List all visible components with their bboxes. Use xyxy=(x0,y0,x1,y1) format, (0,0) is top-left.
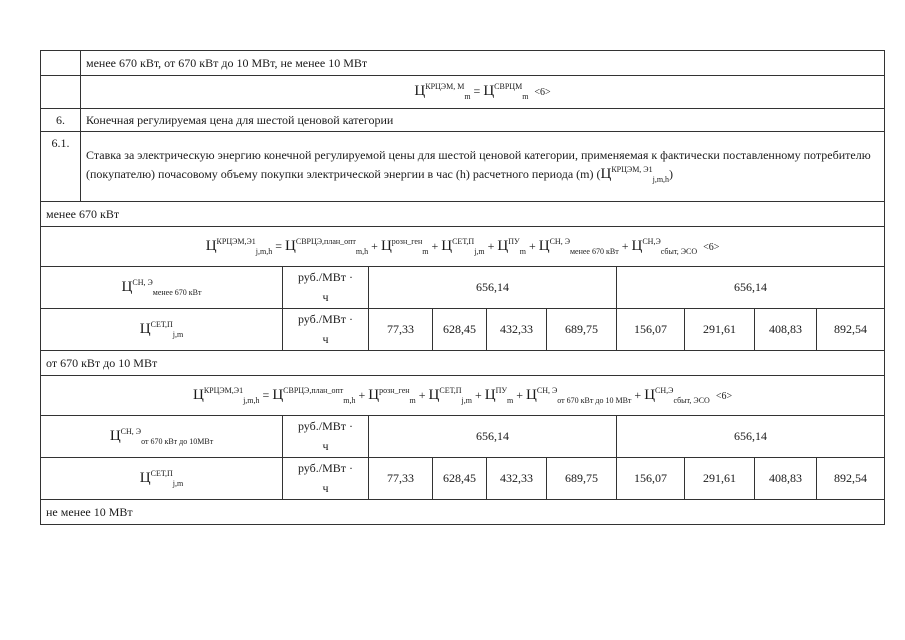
formula-plus: + xyxy=(358,387,366,402)
unit-line-2: ч xyxy=(322,289,329,304)
unit-line-1: руб./МВт · xyxy=(297,312,354,327)
section-title: не менее 10 МВт xyxy=(41,500,885,525)
unit-line-1: руб./МВт · xyxy=(297,270,354,285)
formula-plus: + xyxy=(621,238,629,253)
formula-sup: КРЦЭМ, М xyxy=(425,82,465,91)
rate-symbol-cell xyxy=(41,458,283,500)
formula-symbol: Ц xyxy=(205,237,217,254)
formula-sub: m,h xyxy=(355,246,369,256)
unit-line-1: руб./МВт · xyxy=(297,461,354,476)
formula-sup: СН,Э xyxy=(655,385,674,395)
paren-open: ( xyxy=(596,167,601,182)
value-cell: 656,14 xyxy=(369,416,617,458)
formula-sup: СЕТ,П xyxy=(150,468,173,478)
formula-sub: m,h xyxy=(343,395,356,405)
formula-sup: КРЦЭМ,Э1 xyxy=(216,236,256,246)
value-cell: 408,83 xyxy=(755,309,817,351)
value-cell: 689,75 xyxy=(547,458,617,500)
unit-cell xyxy=(283,458,369,500)
formula-sub: j,m,h xyxy=(243,395,260,405)
value-cell: 432,33 xyxy=(487,458,547,500)
formula-sup: СН, Э xyxy=(132,277,153,287)
formula-sub: j,m xyxy=(461,395,472,405)
row-set-rate xyxy=(41,458,885,500)
formula-sup: ПУ xyxy=(495,385,508,395)
formula-symbol: Ц xyxy=(368,386,380,403)
rate-symbol-cell xyxy=(41,416,283,458)
formula-symbol: Ц xyxy=(380,237,392,254)
value-cell: 291,61 xyxy=(685,309,755,351)
formula-sup: розн_ген xyxy=(379,385,410,395)
formula-symbol: Ц xyxy=(121,278,133,295)
unit-line-2: ч xyxy=(322,331,329,346)
unit-cell xyxy=(283,309,369,351)
value-cell: 408,83 xyxy=(755,458,817,500)
formula-symbol: Ц xyxy=(631,237,643,254)
formula-symbol: Ц xyxy=(483,83,495,99)
formula-sup: СЕТ,П xyxy=(439,385,462,395)
formula-sub: j,m xyxy=(474,246,485,256)
formula-sub: от 670 кВт до 10 МВт xyxy=(557,395,632,405)
formula-symbol: Ц xyxy=(538,237,550,254)
footnote-ref: <6> xyxy=(534,87,551,98)
formula-sup: СВРЦМ xyxy=(494,82,523,91)
row-section-formula xyxy=(41,227,885,267)
section-title: от 670 кВт до 10 МВт xyxy=(41,351,885,376)
value-cell: 689,75 xyxy=(547,309,617,351)
formula-sub: от 670 кВт до 10МВт xyxy=(141,436,214,446)
formula-symbol: Ц xyxy=(497,237,509,254)
formula-symbol: Ц xyxy=(139,469,151,486)
formula-sub: сбыт, ЭСО xyxy=(660,246,698,256)
section-heading xyxy=(41,202,885,227)
row-set-rate xyxy=(41,309,885,351)
value-cell: 892,54 xyxy=(817,309,885,351)
paren-close: ) xyxy=(669,167,674,182)
formula-sub: m xyxy=(464,92,471,101)
row-formula-m xyxy=(41,76,885,109)
formula-sup: СН,Э xyxy=(642,236,661,246)
formula-sup: СВРЦЭ,план_опт xyxy=(283,385,344,395)
value-cell: 156,07 xyxy=(617,309,685,351)
num-cell-empty xyxy=(41,76,81,109)
formula-sub: m xyxy=(422,246,429,256)
row-item-6 xyxy=(41,109,885,132)
formula-sup: КРЦЭМ, Э1 xyxy=(611,165,653,175)
formula-symbol: Ц xyxy=(644,386,656,403)
formula-sub: m xyxy=(507,395,514,405)
formula-sub: m xyxy=(409,395,416,405)
formula-sub: менее 670 кВт xyxy=(152,287,202,297)
rate-symbol-cell xyxy=(41,309,283,351)
formula-plus: + xyxy=(431,238,439,253)
section-formula xyxy=(41,227,885,267)
formula-plus: + xyxy=(487,238,495,253)
formula-sup: КРЦЭМ,Э1 xyxy=(203,385,244,395)
formula-sup: СН, Э xyxy=(120,426,142,436)
unit-cell xyxy=(283,267,369,309)
section-formula xyxy=(41,376,885,416)
value-cell: 656,14 xyxy=(617,416,885,458)
formula-plus: + xyxy=(528,238,536,253)
formula-sub: m xyxy=(522,92,529,101)
formula-symbol: Ц xyxy=(428,386,440,403)
value-cell: 656,14 xyxy=(617,267,885,309)
row-item-6-1 xyxy=(41,132,885,202)
formula-plus: + xyxy=(418,387,426,402)
value-cell: 656,14 xyxy=(369,267,617,309)
formula-symbol: Ц xyxy=(192,386,204,403)
formula-symbol: Ц xyxy=(484,386,496,403)
item-text-block xyxy=(81,132,885,202)
row-sn-rate xyxy=(41,267,885,309)
row-section-formula xyxy=(41,376,885,416)
formula-equals: = xyxy=(262,387,270,402)
formula-symbol: Ц xyxy=(139,320,151,337)
formula-symbol: Ц xyxy=(414,83,426,99)
formula-equals: = xyxy=(275,238,283,253)
formula-sub: j,m,h xyxy=(255,246,273,256)
value-cell: 77,33 xyxy=(369,458,433,500)
section-heading xyxy=(41,351,885,376)
formula-equals: = xyxy=(473,84,481,98)
formula-symbol: Ц xyxy=(441,237,453,254)
formula-sub: сбыт, ЭСО xyxy=(673,395,710,405)
formula-symbol: Ц xyxy=(272,386,284,403)
formula-sup: СН, Э xyxy=(549,236,570,246)
value-cell: 432,33 xyxy=(487,309,547,351)
value-cell: 628,45 xyxy=(433,458,487,500)
row-sn-rate xyxy=(41,416,885,458)
formula-sup: СН, Э xyxy=(536,385,558,395)
formula-symbol: Ц xyxy=(109,427,121,444)
formula-sub: m xyxy=(519,246,526,256)
item-number: 6. xyxy=(41,109,81,132)
item-text: Ставка за электрическую энергию конечной регулируемой цены для шестой ценовой категории, применяемая к фактически поставленному потребителю (покупателю) почасовому объему покупки электрической энергии в час (h) расчетного периода (m) xyxy=(86,147,871,182)
item-number: 6.1. xyxy=(41,132,81,202)
formula-sup: СЕТ,П xyxy=(452,236,475,246)
unit-line-2: ч xyxy=(322,480,329,495)
formula-sub: j,m xyxy=(172,329,184,339)
formula-inline xyxy=(596,165,674,185)
row-text: менее 670 кВт, от 670 кВт до 10 МВт, не менее 10 МВт xyxy=(81,51,885,76)
formula-sub: j,m,h xyxy=(652,175,670,185)
tariff-table xyxy=(40,50,885,525)
formula-sup: розн_ген xyxy=(391,236,423,246)
value-cell: 892,54 xyxy=(817,458,885,500)
section-heading xyxy=(41,500,885,525)
formula-plus: + xyxy=(634,387,642,402)
formula-sup: СЕТ,П xyxy=(150,319,173,329)
value-cell: 77,33 xyxy=(369,309,433,351)
footnote-ref: <6> xyxy=(703,241,720,253)
row-voltage-ranges xyxy=(41,51,885,76)
formula-plus: + xyxy=(474,387,482,402)
formula-symbol: Ц xyxy=(600,166,612,183)
formula-sup: СВРЦЭ,план_опт xyxy=(295,236,356,246)
formula-sub: j,m xyxy=(172,478,184,488)
document-page xyxy=(40,50,884,525)
formula-symbol: Ц xyxy=(285,237,296,254)
unit-line-2: ч xyxy=(322,438,329,453)
num-cell-empty xyxy=(41,51,81,76)
value-cell: 291,61 xyxy=(685,458,755,500)
unit-line-1: руб./МВт · xyxy=(297,419,354,434)
footnote-ref: <6> xyxy=(715,390,733,402)
formula-sup: ПУ xyxy=(508,236,520,246)
item-text: Конечная регулируемая цена для шестой ценовой категории xyxy=(81,109,885,132)
value-cell: 628,45 xyxy=(433,309,487,351)
formula-plus: + xyxy=(516,387,524,402)
formula-plus: + xyxy=(371,238,378,253)
section-title: менее 670 кВт xyxy=(41,202,885,227)
formula-symbol: Ц xyxy=(526,386,537,403)
unit-cell xyxy=(283,416,369,458)
value-cell: 156,07 xyxy=(617,458,685,500)
formula-sub: менее 670 кВт xyxy=(569,246,619,256)
rate-symbol-cell xyxy=(41,267,283,309)
formula-m xyxy=(81,76,885,109)
